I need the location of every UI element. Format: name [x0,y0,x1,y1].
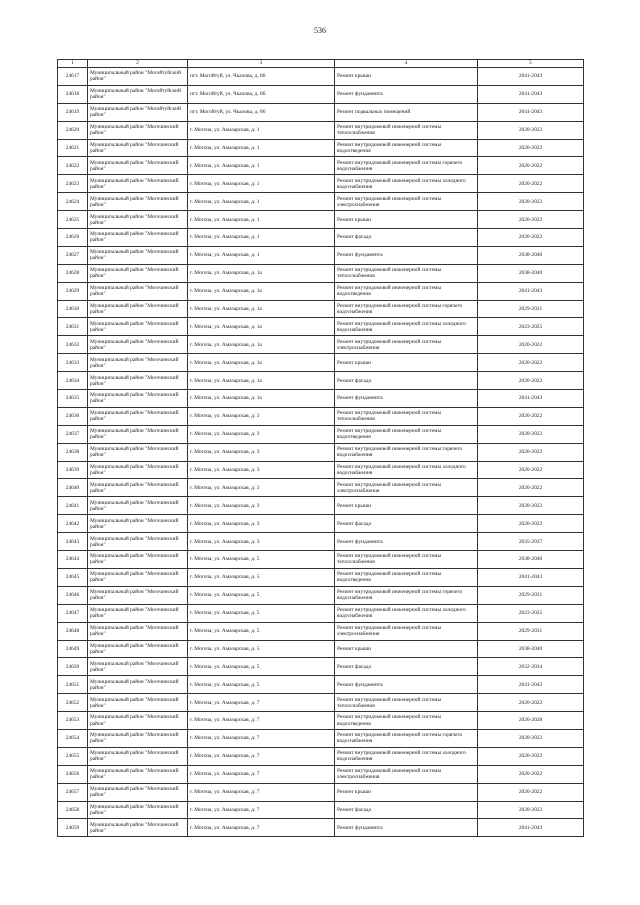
table-row [58,425,584,443]
municipality-cell: Муниципальный район "Могочинский район" [88,497,188,515]
municipality-cell: Муниципальный район "Могочинский район" [88,407,188,425]
municipality-cell: Муниципальный район "Могочинский район" [88,658,188,676]
row-number-cell: 24622 [58,157,88,175]
row-number-cell: 24646 [58,586,88,604]
address-cell: г. Могоча, ул. Амазарская, д. 1а [188,264,335,282]
municipality-cell: Муниципальный район "Могочинский район" [88,586,188,604]
period-cell: 2023-2025 [478,604,584,622]
work-type-cell: Ремонт фундамента [335,533,478,551]
municipality-cell: Муниципальный район "Могочинский район" [88,139,188,157]
work-type-cell: Ремонт крыши [335,354,478,372]
address-cell: г. Могоча, ул. Амазарская, д. 1 [188,246,335,264]
municipality-cell: Муниципальный район "Могочинский район" [88,372,188,390]
municipality-cell: Муниципальный район "Могочинский район" [88,175,188,193]
table-row [58,372,584,390]
work-type-cell: Ремонт внутридомовой инженерной системы водоотведения [335,139,478,157]
column-number-row [58,60,584,68]
table-row [58,533,584,551]
table-row [58,193,584,211]
address-cell: пгт. Могойтуй, ул. Чкалова, д. 86 [188,103,335,121]
address-cell: г. Могоча, ул. Амазарская, д. 5 [188,640,335,658]
municipality-cell: Муниципальный район "Могочинский район" [88,479,188,497]
table-row [58,121,584,139]
address-cell: пгт. Могойтуй, ул. Чкалова, д. 86 [188,85,335,103]
work-type-cell: Ремонт фасада [335,372,478,390]
address-cell: г. Могоча, ул. Амазарская, д. 3 [188,497,335,515]
address-cell: г. Могоча, ул. Амазарская, д. 5 [188,586,335,604]
table-row [58,175,584,193]
work-type-cell: Ремонт фундамента [335,85,478,103]
municipality-cell: Муниципальный район "Могочинский район" [88,318,188,336]
period-cell: 2020-2022 [478,497,584,515]
table-row [58,282,584,300]
period-cell: 2020-2022 [478,229,584,247]
period-cell: 2032-2034 [478,658,584,676]
period-cell: 2020-2022 [478,193,584,211]
address-cell: г. Могоча, ул. Амазарская, д. 1а [188,390,335,408]
address-cell: г. Могоча, ул. Амазарская, д. 1 [188,157,335,175]
work-type-cell: Ремонт внутридомовой инженерной системы горячего водоснабжения [335,157,478,175]
work-type-cell: Ремонт внутридомовой инженерной системы холодного водоснабжения [335,747,478,765]
work-type-cell: Ремонт внутридомовой инженерной системы теплоснабжения [335,694,478,712]
row-number-cell: 24632 [58,336,88,354]
municipality-cell: Муниципальный район "Могочинский район" [88,819,188,837]
address-cell: г. Могоча, ул. Амазарская, д. 7 [188,801,335,819]
address-cell: г. Могоча, ул. Амазарская, д. 3 [188,479,335,497]
table-row [58,568,584,586]
municipality-cell: Муниципальный район "Могочинский район" [88,694,188,712]
period-cell: 2020-2022 [478,801,584,819]
row-number-cell: 24630 [58,300,88,318]
row-number-cell: 24617 [58,68,88,86]
row-number-cell: 24640 [58,479,88,497]
row-number-cell: 24648 [58,622,88,640]
period-cell: 2041-2043 [478,103,584,121]
work-type-cell: Ремонт внутридомовой инженерной системы холодного водоснабжения [335,461,478,479]
work-type-cell: Ремонт крыши [335,497,478,515]
municipality-cell: Муниципальный район "Могочинский район" [88,157,188,175]
table-row [58,801,584,819]
address-cell: г. Могоча, ул. Амазарская, д. 7 [188,712,335,730]
work-type-cell: Ремонт крыши [335,640,478,658]
table-row [58,712,584,730]
work-type-cell: Ремонт внутридомовой инженерной системы водоотведения [335,425,478,443]
work-type-cell: Ремонт внутридомовой инженерной системы водоотведения [335,712,478,730]
period-cell: 2041-2043 [478,68,584,86]
work-type-cell: Ремонт внутридомовой инженерной системы горячего водоснабжения [335,300,478,318]
period-cell: 2020-2022 [478,747,584,765]
page-number: 536 [314,26,326,35]
municipality-cell: Муниципальный район "Могочинский район" [88,568,188,586]
table-row [58,729,584,747]
work-type-cell: Ремонт внутридомовой инженерной системы теплоснабжения [335,121,478,139]
address-cell: пгт. Могойтуй, ул. Чкалова, д. 86 [188,68,335,86]
period-cell: 2041-2043 [478,819,584,837]
municipality-cell: Муниципальный район "Могочинский район" [88,300,188,318]
address-cell: г. Могоча, ул. Амазарская, д. 1 [188,139,335,157]
municipality-cell: Муниципальный район "Могочинский район" [88,443,188,461]
work-type-cell: Ремонт внутридомовой инженерной системы электроснабжения [335,193,478,211]
period-cell: 2020-2022 [478,157,584,175]
table-row [58,390,584,408]
period-cell: 2020-2022 [478,694,584,712]
row-number-cell: 24657 [58,783,88,801]
row-number-cell: 24626 [58,229,88,247]
address-cell: г. Могоча, ул. Амазарская, д. 3 [188,515,335,533]
municipality-cell: Муниципальный район "Могочинский район" [88,193,188,211]
row-number-cell: 24649 [58,640,88,658]
row-number-cell: 24629 [58,282,88,300]
period-cell: 2020-2022 [478,211,584,229]
work-type-cell: Ремонт фасада [335,658,478,676]
period-cell: 2020-2022 [478,372,584,390]
municipality-cell: Муниципальный район "Могочинский район" [88,246,188,264]
address-cell: г. Могоча, ул. Амазарская, д. 1 [188,175,335,193]
municipality-cell: Муниципальный район "Могочинский район" [88,211,188,229]
address-cell: г. Могоча, ул. Амазарская, д. 5 [188,551,335,569]
municipality-cell: Муниципальный район "Могочинский район" [88,551,188,569]
address-cell: г. Могоча, ул. Амазарская, д. 5 [188,568,335,586]
row-number-cell: 24635 [58,390,88,408]
period-cell: 2020-2022 [478,139,584,157]
period-cell: 2020-2022 [478,765,584,783]
period-cell: 2029-2031 [478,622,584,640]
address-cell: г. Могоча, ул. Амазарская, д. 1 [188,193,335,211]
row-number-cell: 24620 [58,121,88,139]
row-number-cell: 24656 [58,765,88,783]
work-type-cell: Ремонт фундамента [335,819,478,837]
municipality-cell: Муниципальный район "Могочинский район" [88,676,188,694]
row-number-cell: 24654 [58,729,88,747]
work-type-cell: Ремонт фасада [335,229,478,247]
municipality-cell: Муниципальный район "Могочинский район" [88,712,188,730]
row-number-cell: 24637 [58,425,88,443]
column-header: 2 [88,60,188,68]
municipality-cell: Муниципальный район "Могойтуйский район" [88,68,188,86]
work-type-cell: Ремонт фундамента [335,676,478,694]
period-cell: 2020-2022 [478,354,584,372]
table-row [58,819,584,837]
period-cell: 2020-2022 [478,461,584,479]
work-type-cell: Ремонт внутридомовой инженерной системы электроснабжения [335,765,478,783]
period-cell: 2020-2022 [478,515,584,533]
row-number-cell: 24618 [58,85,88,103]
row-number-cell: 24650 [58,658,88,676]
work-type-cell: Ремонт подвальных помещений [335,103,478,121]
address-cell: г. Могоча, ул. Амазарская, д. 7 [188,747,335,765]
municipality-cell: Муниципальный район "Могочинский район" [88,515,188,533]
table-row [58,765,584,783]
address-cell: г. Могоча, ул. Амазарская, д. 5 [188,604,335,622]
work-type-cell: Ремонт фундамента [335,246,478,264]
work-type-cell: Ремонт внутридомовой инженерной системы теплоснабжения [335,551,478,569]
municipality-cell: Муниципальный район "Могочинский район" [88,747,188,765]
period-cell: 2029-2031 [478,300,584,318]
row-number-cell: 24624 [58,193,88,211]
row-number-cell: 24655 [58,747,88,765]
row-number-cell: 24659 [58,819,88,837]
work-type-cell: Ремонт крыши [335,68,478,86]
period-cell: 2041-2043 [478,568,584,586]
period-cell: 2041-2043 [478,85,584,103]
period-cell: 2035-2037 [478,533,584,551]
table-row [58,551,584,569]
table-row [58,157,584,175]
period-cell: 2029-2031 [478,586,584,604]
table-row [58,354,584,372]
municipality-cell: Муниципальный район "Могочинский район" [88,282,188,300]
work-type-cell: Ремонт крыши [335,783,478,801]
address-cell: г. Могоча, ул. Амазарская, д. 7 [188,694,335,712]
row-number-cell: 24641 [58,497,88,515]
municipality-cell: Муниципальный район "Могочинский район" [88,783,188,801]
period-cell: 2020-2022 [478,443,584,461]
row-number-cell: 24631 [58,318,88,336]
period-cell: 2020-2022 [478,783,584,801]
work-type-cell: Ремонт крыши [335,211,478,229]
work-type-cell: Ремонт внутридомовой инженерной системы водоотведения [335,568,478,586]
period-cell: 2038-2040 [478,246,584,264]
table-row [58,694,584,712]
period-cell: 2041-2043 [478,390,584,408]
period-cell: 2041-2043 [478,676,584,694]
table-row [58,68,584,86]
period-cell: 2038-2040 [478,551,584,569]
address-cell: г. Могоча, ул. Амазарская, д. 5 [188,658,335,676]
period-cell: 2023-2025 [478,318,584,336]
table-row [58,443,584,461]
address-cell: г. Могоча, ул. Амазарская, д. 1 [188,211,335,229]
column-header: 5 [478,60,584,68]
work-type-cell: Ремонт внутридомовой инженерной системы холодного водоснабжения [335,604,478,622]
address-cell: г. Могоча, ул. Амазарская, д. 7 [188,729,335,747]
work-type-cell: Ремонт внутридомовой инженерной системы электроснабжения [335,336,478,354]
table-row [58,103,584,121]
period-cell: 2020-2022 [478,336,584,354]
table-row [58,515,584,533]
row-number-cell: 24619 [58,103,88,121]
row-number-cell: 24645 [58,568,88,586]
row-number-cell: 24638 [58,443,88,461]
period-cell: 2026-2028 [478,712,584,730]
address-cell: г. Могоча, ул. Амазарская, д. 7 [188,765,335,783]
row-number-cell: 24636 [58,407,88,425]
municipality-cell: Муниципальный район "Могочинский район" [88,765,188,783]
table-row [58,479,584,497]
municipality-cell: Муниципальный район "Могочинский район" [88,640,188,658]
municipality-cell: Муниципальный район "Могочинский район" [88,336,188,354]
row-number-cell: 24634 [58,372,88,390]
row-number-cell: 24651 [58,676,88,694]
table-row [58,604,584,622]
table-row [58,783,584,801]
work-type-cell: Ремонт фасада [335,801,478,819]
work-type-cell: Ремонт внутридомовой инженерной системы холодного водоснабжения [335,175,478,193]
table-row [58,139,584,157]
work-type-cell: Ремонт внутридомовой инженерной системы теплоснабжения [335,264,478,282]
period-cell: 2020-2022 [478,425,584,443]
table-row [58,336,584,354]
municipality-cell: Муниципальный район "Могочинский район" [88,461,188,479]
table-row [58,264,584,282]
period-cell: 2038-2040 [478,640,584,658]
row-number-cell: 24623 [58,175,88,193]
row-number-cell: 24633 [58,354,88,372]
address-cell: г. Могоча, ул. Амазарская, д. 1 [188,229,335,247]
work-type-cell: Ремонт внутридомовой инженерной системы горячего водоснабжения [335,443,478,461]
work-type-cell: Ремонт внутридомовой инженерной системы электроснабжения [335,479,478,497]
table-row [58,318,584,336]
address-cell: г. Могоча, ул. Амазарская, д. 3 [188,533,335,551]
period-cell: 2041-2043 [478,282,584,300]
municipality-cell: Муниципальный район "Могочинский район" [88,604,188,622]
address-cell: г. Могоча, ул. Амазарская, д. 3 [188,407,335,425]
period-cell: 2038-2040 [478,264,584,282]
table-row [58,497,584,515]
period-cell: 2020-2022 [478,121,584,139]
table-row [58,640,584,658]
municipality-cell: Муниципальный район "Могочинский район" [88,264,188,282]
address-cell: г. Могоча, ул. Амазарская, д. 7 [188,819,335,837]
table-row [58,85,584,103]
work-type-cell: Ремонт внутридомовой инженерной системы теплоснабжения [335,407,478,425]
period-cell: 2020-2022 [478,407,584,425]
address-cell: г. Могоча, ул. Амазарская, д. 3 [188,425,335,443]
column-header: 3 [188,60,335,68]
table-row [58,246,584,264]
municipality-cell: Муниципальный район "Могойтуйский район" [88,85,188,103]
table-row [58,229,584,247]
address-cell: г. Могоча, ул. Амазарская, д. 1а [188,318,335,336]
municipality-cell: Муниципальный район "Могочинский район" [88,729,188,747]
row-number-cell: 24625 [58,211,88,229]
table-row [58,586,584,604]
address-cell: г. Могоча, ул. Амазарская, д. 1а [188,354,335,372]
table-row [58,461,584,479]
row-number-cell: 24653 [58,712,88,730]
address-cell: г. Могоча, ул. Амазарская, д. 1а [188,336,335,354]
row-number-cell: 24621 [58,139,88,157]
table-row [58,747,584,765]
table-row [58,407,584,425]
address-cell: г. Могоча, ул. Амазарская, д. 5 [188,622,335,640]
municipality-cell: Муниципальный район "Могочинский район" [88,622,188,640]
address-cell: г. Могоча, ул. Амазарская, д. 1 [188,121,335,139]
table-row [58,211,584,229]
work-type-cell: Ремонт внутридомовой инженерной системы горячего водоснабжения [335,729,478,747]
work-type-cell: Ремонт внутридомовой инженерной системы холодного водоснабжения [335,318,478,336]
address-cell: г. Могоча, ул. Амазарская, д. 3 [188,461,335,479]
address-cell: г. Могоча, ул. Амазарская, д. 1а [188,300,335,318]
row-number-cell: 24628 [58,264,88,282]
work-type-cell: Ремонт фасада [335,515,478,533]
row-number-cell: 24639 [58,461,88,479]
address-cell: г. Могоча, ул. Амазарская, д. 1а [188,282,335,300]
work-type-cell: Ремонт внутридомовой инженерной системы электроснабжения [335,622,478,640]
table-body [58,68,584,837]
work-type-cell: Ремонт внутридомовой инженерной системы водоотведения [335,282,478,300]
work-type-cell: Ремонт внутридомовой инженерной системы горячего водоснабжения [335,586,478,604]
row-number-cell: 24642 [58,515,88,533]
address-cell: г. Могоча, ул. Амазарская, д. 7 [188,783,335,801]
table-row [58,658,584,676]
municipality-cell: Муниципальный район "Могочинский район" [88,121,188,139]
period-cell: 2020-2022 [478,175,584,193]
address-cell: г. Могоча, ул. Амазарская, д. 1а [188,372,335,390]
row-number-cell: 24658 [58,801,88,819]
address-cell: г. Могоча, ул. Амазарская, д. 5 [188,676,335,694]
column-header: 4 [335,60,478,68]
table-row [58,300,584,318]
row-number-cell: 24627 [58,246,88,264]
capital-repair-table [57,59,584,837]
work-type-cell: Ремонт фундамента [335,390,478,408]
period-cell: 2020-2022 [478,729,584,747]
row-number-cell: 24647 [58,604,88,622]
municipality-cell: Муниципальный район "Могойтуйский район" [88,103,188,121]
municipality-cell: Муниципальный район "Могочинский район" [88,533,188,551]
municipality-cell: Муниципальный район "Могочинский район" [88,801,188,819]
municipality-cell: Муниципальный район "Могочинский район" [88,354,188,372]
row-number-cell: 24644 [58,551,88,569]
table-row [58,676,584,694]
row-number-cell: 24643 [58,533,88,551]
address-cell: г. Могоча, ул. Амазарская, д. 3 [188,443,335,461]
municipality-cell: Муниципальный район "Могочинский район" [88,229,188,247]
municipality-cell: Муниципальный район "Могочинский район" [88,425,188,443]
period-cell: 2020-2022 [478,479,584,497]
column-header: 1 [58,60,88,68]
municipality-cell: Муниципальный район "Могочинский район" [88,390,188,408]
table-row [58,622,584,640]
row-number-cell: 24652 [58,694,88,712]
